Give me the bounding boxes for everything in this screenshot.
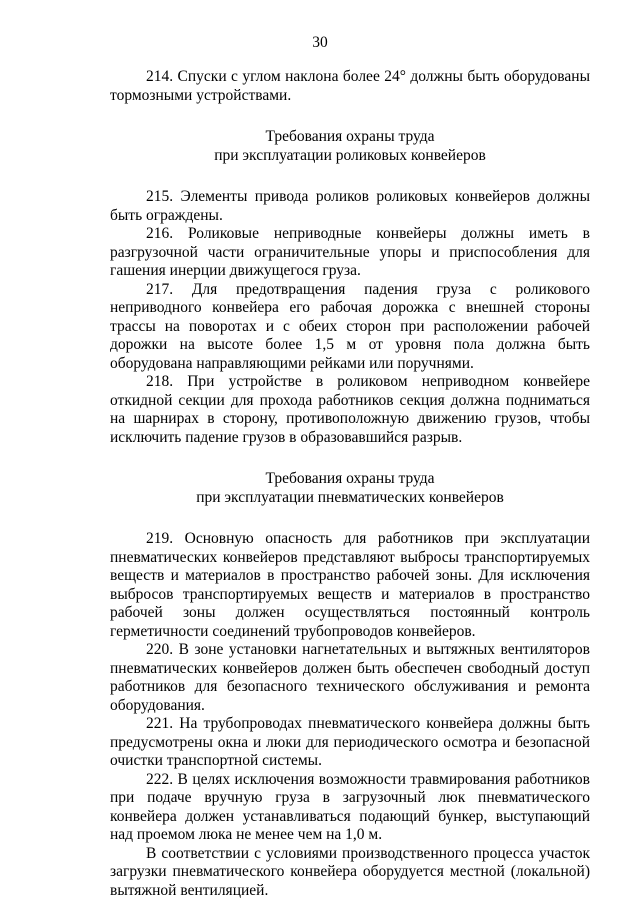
paragraph-222: 222. В целях исключения возможности травмирования работников при подаче вручную груза в загрузочный люк пневматического конвейера должен устанавливаться подающий бункер, выступающий над проемом люка не менее чем на 1,0 м. <box>110 770 590 843</box>
paragraph-217: 217. Для предотвращения падения груза с роликового неприводного конвейера его рабочая дорожка с внешней стороны трассы на поворотах и с обеих сторон при расположении рабочей дорожки на высоте более 1,5 м от уровня пола должна быть оборудована направляющими рейками или поручнями. <box>110 280 590 372</box>
document-body <box>110 68 590 900</box>
section-heading-pneumatic-conveyors <box>110 470 590 507</box>
paragraph-214: 214. Спуски с углом наклона более 24° должны быть оборудованы тормозными устройствами. <box>110 68 590 104</box>
paragraph-221: 221. На трубопроводах пневматического конвейера должны быть предусмотрены окна и люки для периодического осмотра и безопасной очистки транспортной системы. <box>110 715 590 769</box>
paragraph-218: 218. При устройстве в роликовом неприводном конвейере откидной секции для прохода работников секция должна подниматься на шарнирах в сторону, противоположную движению грузов, чтобы исключить падение грузов в образовавшийся разрыв. <box>110 373 590 446</box>
paragraph-215: 215. Элементы привода роликов роликовых конвейеров должны быть ограждены. <box>110 188 590 224</box>
heading-line: Требования охраны труда <box>265 128 435 145</box>
page-number: 30 <box>312 34 328 51</box>
heading-line: при эксплуатации пневматических конвейеров <box>196 488 504 506</box>
section-heading-roller-conveyors <box>110 128 590 165</box>
paragraph-222-continuation: В соответствии с условиями производственного процесса участок загрузки пневматического конвейера оборудуется местной (локальной) вытяжной вентиляцией. <box>110 844 590 899</box>
heading-line: Требования охраны труда <box>265 470 435 487</box>
paragraph-219: 219. Основную опасность для работников при эксплуатации пневматических конвейеров представляют выбросы транспортируемых веществ и материалов в пространство рабочей зоны. Для исключения выбросов транспортируемых веществ и материалов в пространство рабочей зоны должен осуществляться постоянный контроль герметичности соединений трубопроводов конвейеров. <box>110 530 590 640</box>
paragraph-216: 216. Роликовые неприводные конвейеры должны иметь в разгрузочной части ограничительные упоры и приспособления для гашения инерции движущегося груза. <box>110 225 590 279</box>
heading-line: при эксплуатации роликовых конвейеров <box>214 146 486 164</box>
paragraph-220: 220. В зоне установки нагнетательных и вытяжных вентиляторов пневматических конвейеров должен быть обеспечен свободный доступ работников для безопасного технического обслуживания и ремонта оборудования. <box>110 641 590 714</box>
